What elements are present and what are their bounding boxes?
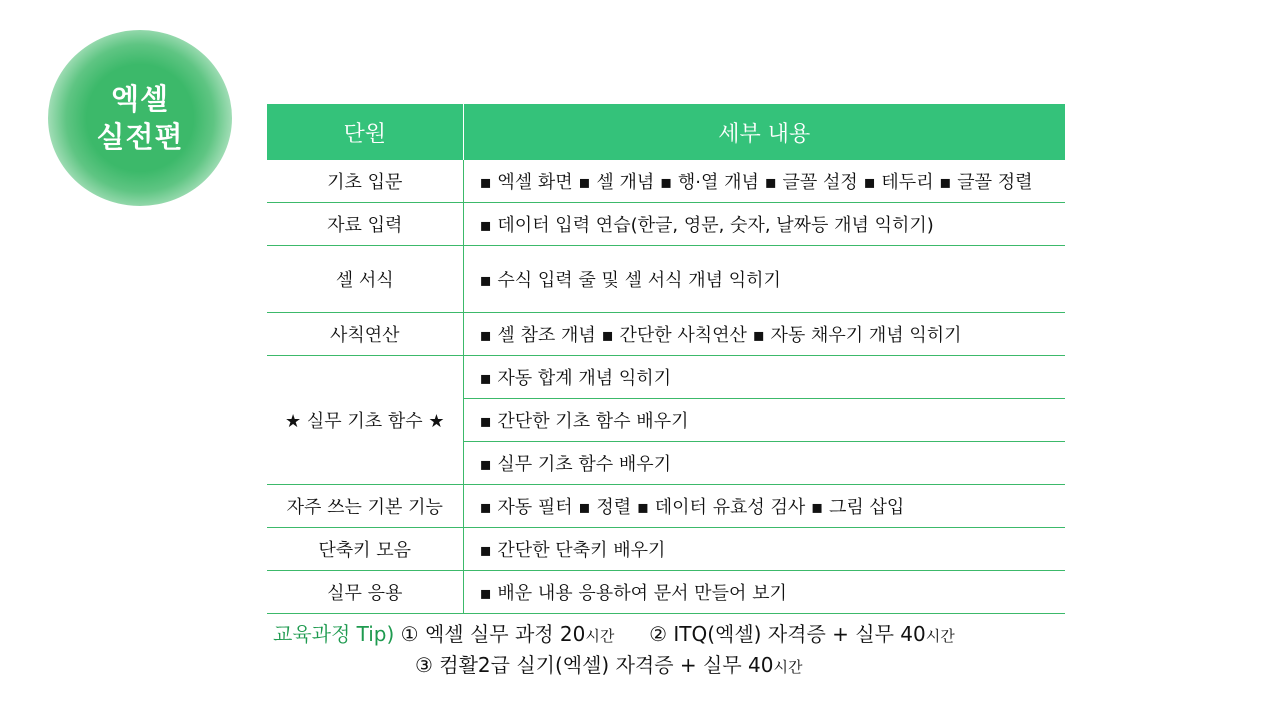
table-row (267, 528, 1065, 571)
tip-item-3: ③ 컴활2급 실기(엑셀) 자격증 + 실무 40 (415, 653, 774, 677)
tip-item-3-unit: 시간 (773, 658, 803, 676)
detail-cell: ▪ 엑셀 화면 ▪ 셀 개념 ▪ 행·열 개념 ▪ 글꼴 설정 ▪ 테두리 ▪ 글꼴 정렬 (463, 160, 1065, 203)
detail-cell: ▪ 자동 필터 ▪ 정렬 ▪ 데이터 유효성 검사 ▪ 그림 삽입 (463, 485, 1065, 528)
detail-cell: ▪ 간단한 기초 함수 배우기 (463, 399, 1065, 442)
tip-line-2 (273, 651, 955, 682)
unit-cell: 단축키 모음 (267, 528, 463, 571)
table-row (267, 246, 1065, 313)
unit-cell: 자주 쓰는 기본 기능 (267, 485, 463, 528)
detail-cell: ▪ 실무 기초 함수 배우기 (463, 442, 1065, 485)
tip-item-1-unit: 시간 (585, 627, 615, 645)
unit-cell: 사칙연산 (267, 313, 463, 356)
detail-cell: ▪ 배운 내용 응용하여 문서 만들어 보기 (463, 571, 1065, 614)
badge-line-2: 실전편 (96, 120, 184, 154)
curriculum-tip (273, 620, 955, 682)
detail-cell: ▪ 수식 입력 줄 및 셀 서식 개념 익히기 (463, 246, 1065, 313)
detail-cell: ▪ 셀 참조 개념 ▪ 간단한 사칙연산 ▪ 자동 채우기 개념 익히기 (463, 313, 1065, 356)
unit-cell: 기초 입문 (267, 160, 463, 203)
curriculum-table (267, 104, 1065, 614)
detail-cell: ▪ 데이터 입력 연습(한글, 영문, 숫자, 날짜등 개념 익히기) (463, 203, 1065, 246)
table-row (267, 356, 1065, 399)
badge-line-1: 엑셀 (110, 82, 169, 116)
table-row (267, 313, 1065, 356)
tip-item-1: ① 엑셀 실무 과정 20 (400, 622, 586, 646)
table-row (267, 160, 1065, 203)
tip-item-2: ② ITQ(엑셀) 자격증 + 실무 40 (649, 622, 926, 646)
table-row (267, 485, 1065, 528)
header-details: 세부 내용 (463, 104, 1065, 160)
detail-cell: ▪ 간단한 단축키 배우기 (463, 528, 1065, 571)
header-unit: 단원 (267, 104, 463, 160)
unit-cell: 자료 입력 (267, 203, 463, 246)
course-badge (48, 30, 232, 206)
detail-cell: ▪ 자동 합계 개념 익히기 (463, 356, 1065, 399)
badge-title (96, 80, 183, 156)
table-header-row (267, 104, 1065, 160)
unit-cell: 셀 서식 (267, 246, 463, 313)
tip-item-2-unit: 시간 (925, 627, 955, 645)
table-row (267, 571, 1065, 614)
table-row (267, 203, 1065, 246)
unit-cell: ★ 실무 기초 함수 ★ (267, 356, 463, 485)
tip-label: 교육과정 Tip) (273, 622, 395, 646)
unit-cell: 실무 응용 (267, 571, 463, 614)
tip-line-1 (273, 620, 955, 651)
